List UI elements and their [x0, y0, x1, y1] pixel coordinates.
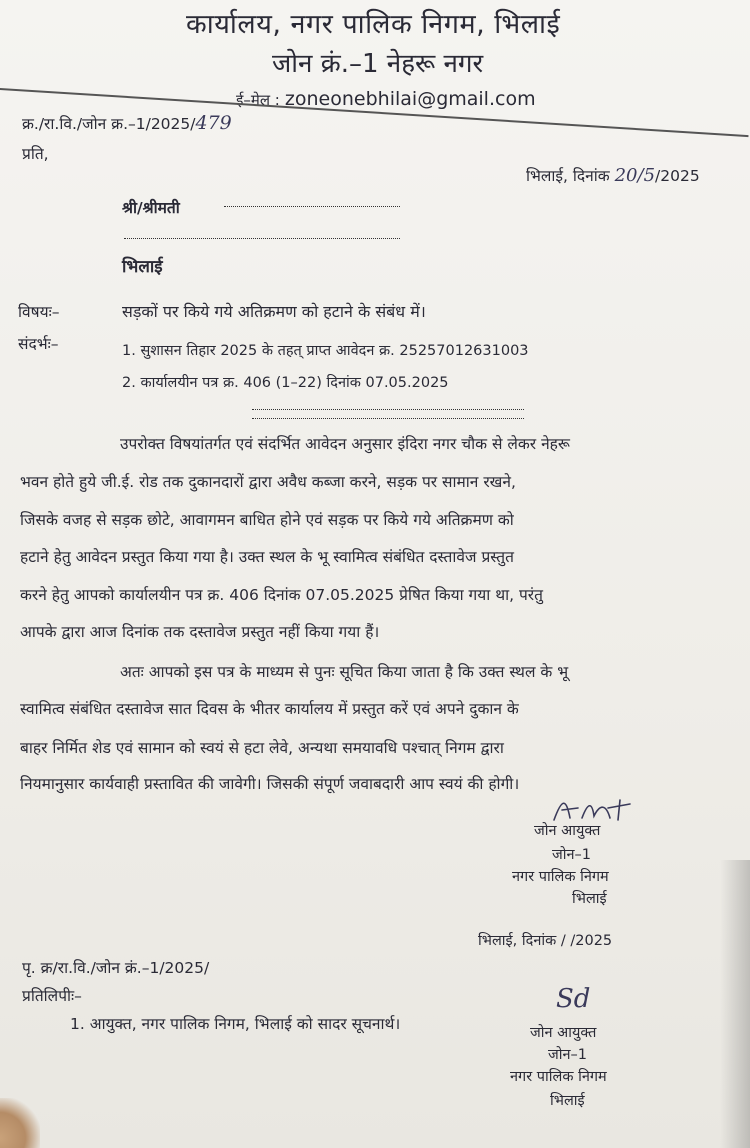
copy-item-1: 1. आयुक्त, नगर पालिक निगम, भिलाई को सादर सूचनार्थ। — [70, 1015, 401, 1033]
letter-number-hand: 479 — [195, 112, 232, 134]
recipient-name-blank — [224, 206, 400, 207]
signature-sd: Sd — [556, 984, 591, 1014]
reference-item-1: 1. सुशासन तिहार 2025 के तहत् प्राप्त आवेदन क्र. 25257012631003 — [122, 343, 529, 359]
zone-title: जोन क्रं.–1 नेहरू नगर — [272, 49, 484, 79]
signatory-title: जोन आयुक्त — [534, 823, 601, 839]
subject-label: विषयः– — [18, 303, 60, 321]
body-line: भवन होते हुये जी.ई. रोड तक दुकानदारों द्वारा अवैध कब्जा करने, सड़क पर सामान रखने, — [20, 473, 516, 491]
body-line: करने हेतु आपको कार्यालयीन पत्र क्र. 406 दिनांक 07.05.2025 प्रेषित किया गया था, परंतु — [20, 586, 543, 604]
body-line: उपरोक्त विषयांतर्गत एवं संदर्भित आवेदन अनुसार इंदिरा नगर चौक से लेकर नेहरू — [120, 435, 570, 453]
copy-date-line: भिलाई, दिनांक / /2025 — [478, 933, 613, 949]
signatory-org: नगर पालिक निगम — [512, 869, 609, 885]
signatory2-org: नगर पालिक निगम — [510, 1069, 607, 1085]
reference-label: संदर्भः– — [18, 335, 59, 353]
recipient-salutation: श्री/श्रीमती — [122, 199, 180, 217]
body-line: बाहर निर्मित शेड एवं सामान को स्वयं से हटा लेवे, अन्यथा समयावधि पश्चात् निगम द्वारा — [20, 739, 504, 757]
office-title: कार्यालय, नगर पालिक निगम, भिलाई — [186, 9, 561, 40]
date-hand: 20/5 — [614, 165, 656, 186]
body-line: हटाने हेतु आवेदन प्रस्तुत किया गया है। उक्त स्थल के भू स्वामित्व संबंधित दस्तावेज प्रस्तुत — [20, 548, 514, 566]
prati-label: प्रति, — [22, 145, 49, 163]
email-label: ई–मेल : — [236, 91, 280, 109]
thumb-corner — [0, 1098, 40, 1148]
letter-number-prefix: क्र./रा.वि./जोन क्र.–1/2025/ — [22, 115, 196, 133]
signatory2-title: जोन आयुक्त — [530, 1025, 597, 1041]
copy-label: प्रतिलिपीः– — [22, 987, 82, 1005]
body-line: अतः आपको इस पत्र के माध्यम से पुनः सूचित किया जाता है कि उक्त स्थल के भू — [120, 663, 569, 681]
date-prefix: भिलाई, दिनांक — [526, 167, 610, 185]
body-line: आपके द्वारा आज दिनांक तक दस्तावेज प्रस्तुत नहीं किया गया हैं। — [20, 623, 380, 641]
copy-letter-number: पृ. क्र/रा.वि./जोन क्रं.–1/2025/ — [22, 959, 210, 977]
recipient-city: भिलाई — [122, 257, 163, 277]
letter-date — [526, 164, 700, 186]
paper-edge-shadow — [720, 860, 750, 1148]
signatory2-zone: जोन–1 — [548, 1047, 588, 1063]
signatory-city: भिलाई — [572, 891, 607, 907]
body-line: जिसके वजह से सड़क छोटे, आवागमन बाधित होने एवं सड़क पर किये गये अतिक्रमण को — [20, 511, 514, 529]
date-suffix: /2025 — [655, 167, 700, 185]
signatory2-city: भिलाई — [550, 1093, 585, 1109]
recipient-address-blank — [124, 238, 400, 239]
body-line: नियमानुसार कार्यवाही प्रस्तावित की जावेगी। जिसकी संपूर्ण जवाबदारी आप स्वयं की होगी। — [20, 775, 520, 793]
subject-text: सड़कों पर किये गये अतिक्रमण को हटाने के संबंध में। — [122, 302, 426, 321]
email-address: zoneonebhilai@gmail.com — [284, 88, 536, 110]
letter-number — [22, 112, 232, 134]
signatory-zone: जोन–1 — [552, 847, 592, 863]
reference-item-2: 2. कार्यालयीन पत्र क्र. 406 (1–22) दिनांक 07.05.2025 — [122, 375, 449, 391]
reference-underline — [252, 409, 524, 419]
body-line: स्वामित्व संबंधित दस्तावेज सात दिवस के भीतर कार्यालय में प्रस्तुत करें एवं अपने दुकान के — [20, 700, 519, 718]
